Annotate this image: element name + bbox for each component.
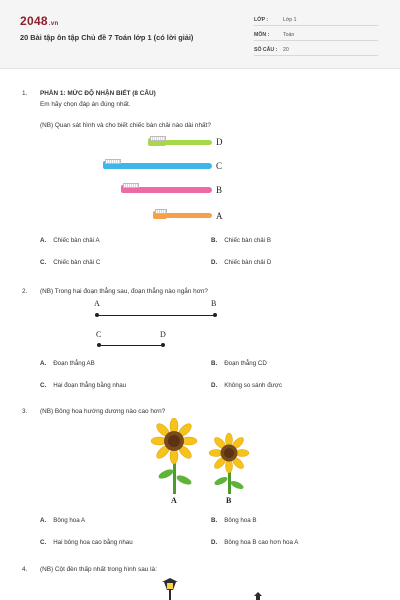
- option-text: Chiếc bàn chải B: [224, 237, 271, 244]
- question-number: 1.: [22, 90, 28, 97]
- option-letter: D.: [211, 539, 218, 546]
- option-letter: D.: [211, 382, 218, 389]
- toothbrush-d: [148, 138, 212, 146]
- toothbrush-a: [153, 211, 212, 219]
- option-letter: C.: [40, 259, 47, 266]
- sunflowers-figure: [140, 418, 260, 498]
- sunflower-a-image: [151, 418, 197, 494]
- option-letter: C.: [40, 539, 47, 546]
- question-number: 4.: [22, 566, 28, 573]
- option-a[interactable]: [40, 237, 100, 244]
- sunflower-b-image: [209, 433, 249, 494]
- point-label: A: [94, 299, 100, 308]
- segment-cd: [99, 345, 163, 347]
- segment-ab: [97, 315, 215, 317]
- option-letter: C.: [40, 382, 47, 389]
- option-b[interactable]: [211, 237, 271, 244]
- option-d[interactable]: [211, 259, 271, 266]
- option-letter: B.: [211, 237, 218, 244]
- logo-suffix: .vn: [48, 21, 59, 27]
- lamp-posts-figure: [150, 578, 270, 600]
- option-letter: A.: [40, 237, 47, 244]
- question-number: 3.: [22, 408, 28, 415]
- option-text: Đoạn thẳng AB: [53, 360, 95, 367]
- point-label: B: [211, 299, 217, 308]
- logo-text: 2048: [20, 14, 48, 28]
- question-text: (NB) Cột đèn thấp nhất trong hình sau là:: [40, 566, 157, 573]
- option-d[interactable]: [211, 382, 282, 389]
- question-text: (NB) Bông hoa hướng dương nào cao hơn?: [40, 408, 166, 415]
- brush-label: C: [216, 161, 223, 171]
- option-letter: A.: [40, 360, 47, 367]
- meta-key: MÔN :: [254, 32, 270, 38]
- option-c[interactable]: [40, 259, 100, 266]
- option-text: Bông hoa B: [224, 517, 257, 524]
- point-label: C: [96, 330, 102, 339]
- option-text: Chiếc bàn chải C: [53, 259, 101, 266]
- option-text: Hai bông hoa cao bằng nhau: [53, 539, 133, 546]
- flower-label: B: [226, 496, 232, 505]
- option-letter: B.: [211, 517, 218, 524]
- site-logo[interactable]: [20, 14, 58, 28]
- option-text: Chiếc bàn chải A: [53, 237, 100, 244]
- instruction-text: Em hãy chọn đáp án đúng nhất.: [40, 101, 131, 108]
- option-letter: A.: [40, 517, 47, 524]
- flower-label: A: [171, 496, 177, 505]
- toothbrush-b: [121, 185, 212, 193]
- lamp-post-tall: [162, 578, 178, 600]
- lamp-post-short: [254, 592, 262, 600]
- document-title: 20 Bài tập ôn tập Chủ đề 7 Toán lớp 1 (có lời giải): [20, 33, 194, 42]
- option-b[interactable]: [211, 360, 267, 367]
- option-text: Chiếc bàn chải D: [224, 259, 272, 266]
- option-d[interactable]: [211, 539, 298, 546]
- brush-label: D: [216, 137, 223, 147]
- meta-divider: [254, 55, 378, 56]
- document-header: [0, 0, 400, 69]
- section-heading: PHẦN 1: MỨC ĐỘ NHẬN BIẾT (8 CÂU): [40, 90, 156, 97]
- toothbrush-c: [103, 161, 212, 169]
- option-a[interactable]: [40, 360, 95, 367]
- meta-divider: [254, 25, 378, 26]
- meta-divider: [254, 40, 378, 41]
- question-text: (NB) Quan sát hình và cho biết chiếc bàn chải nào dài nhất?: [40, 122, 211, 129]
- option-text: Bông hoa B cao hơn hoa A: [224, 539, 299, 546]
- meta-value: Lớp 1: [283, 17, 297, 23]
- option-text: Không so sánh được: [224, 382, 282, 389]
- option-c[interactable]: [40, 539, 133, 546]
- meta-key: LỚP :: [254, 17, 269, 23]
- option-text: Hai đoạn thẳng bằng nhau: [53, 382, 127, 389]
- option-b[interactable]: [211, 517, 257, 524]
- question-text: (NB) Trong hai đoạn thẳng sau, đoạn thẳng nào ngắn hơn?: [40, 288, 208, 295]
- option-a[interactable]: [40, 517, 85, 524]
- option-text: Bông hoa A: [53, 517, 86, 524]
- brush-label: A: [216, 211, 223, 221]
- meta-value: 20: [283, 47, 289, 53]
- option-letter: B.: [211, 360, 218, 367]
- meta-key: SỐ CÂU :: [254, 47, 278, 53]
- brush-label: B: [216, 185, 223, 195]
- meta-value: Toán: [283, 32, 295, 38]
- question-number: 2.: [22, 288, 28, 295]
- point-label: D: [160, 330, 166, 339]
- option-letter: D.: [211, 259, 218, 266]
- option-c[interactable]: [40, 382, 126, 389]
- option-text: Đoạn thẳng CD: [224, 360, 267, 367]
